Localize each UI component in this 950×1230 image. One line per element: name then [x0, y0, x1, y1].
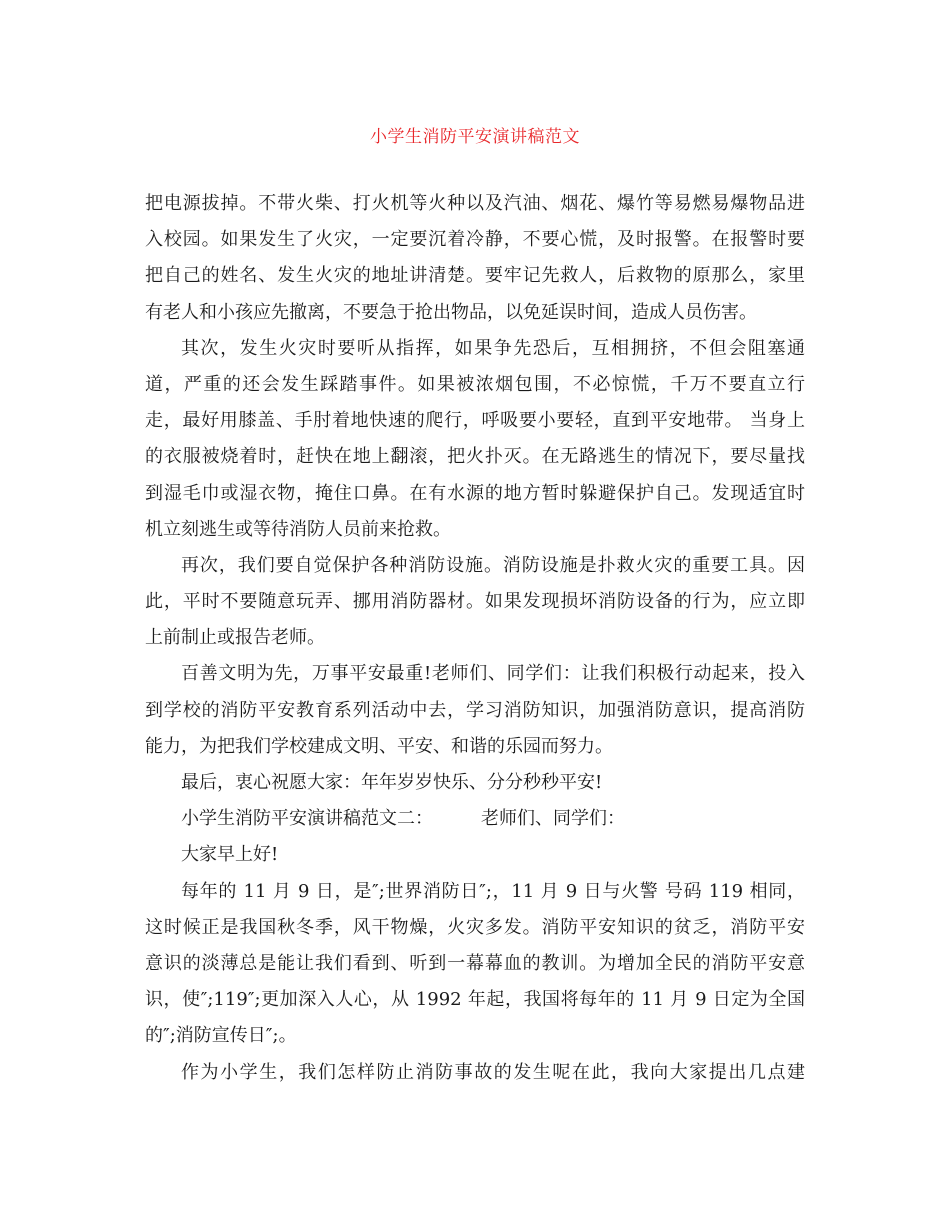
text-line: 识，使″;119″;更加深入人心，从 1992 年起，我国将每年的 11 月 9 日定为全国	[145, 989, 805, 1011]
text-line: 能力，为把我们学校建成文明、平安、和谐的乐园而努力。	[145, 735, 613, 757]
text-line: 道，严重的还会发生踩踏事件。如果被浓烟包围，不必惊慌，千万不要直立行	[145, 373, 805, 395]
text-line: 作为小学生，我们怎样防止消防事故的发生呢在此，我向大家提出几点建	[181, 1061, 805, 1083]
text-line: 走，最好用膝盖、手肘着地快速的爬行，呼吸要小要轻，直到平安地带。 当身上	[145, 410, 805, 432]
text-line: 其次，发生火灾时要听从指挥，如果争先恐后，互相拥挤，不但会阻塞通	[181, 337, 805, 359]
text-line: 把电源拔掉。不带火柴、打火机等火种以及汽油、烟花、爆竹等易燃易爆物品进	[145, 193, 805, 214]
split-line	[145, 801, 805, 837]
text-line: 机立刻逃生或等待消防人员前来抢救。	[145, 518, 451, 540]
text-line: 上前制止或报告老师。	[145, 627, 325, 649]
text-line: 意识的淡薄总是能让我们看到、听到一幕幕血的教训。为增加全民的消防平安意	[145, 952, 805, 974]
text-line: 这时候正是我国秋冬季，风干物燥，火灾多发。消防平安知识的贫乏，消防平安	[145, 916, 805, 938]
text-line: 大家早上好!	[181, 844, 279, 866]
text-line: 的衣服被烧着时，赶快在地上翻滚，把火扑灭。在无路逃生的情况下，要尽量找	[145, 446, 805, 468]
speech-two-heading: 小学生消防平安演讲稿范文二：	[181, 808, 433, 830]
text-line: 百善文明为先，万事平安最重!老师们、同学们：让我们积极行动起来，投入	[181, 663, 805, 685]
speech-two-greeting: 老师们、同学们：	[481, 808, 625, 830]
document-body	[145, 186, 805, 1091]
text-line: 到学校的消防平安教育系列活动中去，学习消防知识，加强消防意识，提高消防	[145, 699, 805, 721]
document-title: 小学生消防平安演讲稿范文	[370, 127, 580, 147]
text-line: 到湿毛巾或湿衣物，掩住口鼻。在有水源的地方暂时躲避保护自己。发现适宜时	[145, 482, 805, 504]
text-line: 最后，衷心祝愿大家：年年岁岁快乐、分分秒秒平安!	[181, 772, 603, 793]
text-line: 此，平时不要随意玩弄、挪用消防器材。如果发现损坏消防设备的行为，应立即	[145, 591, 805, 613]
text-line: 有老人和小孩应先撤离，不要急于抢出物品，以免延误时间，造成人员伤害。	[145, 301, 757, 323]
text-line: 入校园。如果发生了火灾，一定要沉着冷静，不要心慌，及时报警。在报警时要	[145, 229, 805, 251]
text-line: 再次，我们要自觉保护各种消防设施。消防设施是扑救火灾的重要工具。因	[181, 554, 805, 576]
paragraph-block-1	[145, 186, 805, 801]
text-line: 的″;消防宣传日″;。	[145, 1025, 297, 1047]
text-line: 把自己的姓名、发生火灾的地址讲清楚。要牢记先救人，后救物的原那么，家里	[145, 265, 805, 287]
paragraph-block-2	[145, 837, 805, 1090]
text-line: 每年的 11 月 9 日，是″;世界消防日″;，11 月 9 日与火警 号码 119 相同，	[181, 880, 805, 902]
